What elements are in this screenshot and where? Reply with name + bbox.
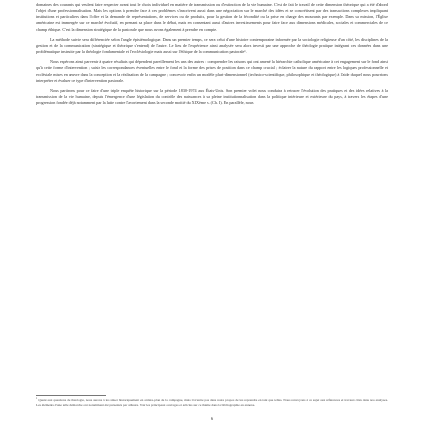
footnote-text: Quant aux questions de théologie, nous aurons à les situer historiquement en arrière-plan de la campagne, mais il n'entre pas dans notre propos de les reprendre en tant que telles. Nous renvoyons à ce sujet aux références et travaux cités dans nos analyses. Les éléments d'une telle démarche ont notamment été présentés par ailleurs. Voir les principaux ouvrages et articles sur ce thème dans la bibliographie en annexe. [36, 398, 388, 407]
footnote-separator [36, 395, 106, 396]
body-paragraph: Nous partirons pour ce faire d'une triple enquête historique sur la période 1830-1974 aux États-Unis. Son premier volet nous conduira à retracer l'évolution des pratiques et des idées relatives à la transmission de la vie humaine, depuis l'émergence d'une législation du contrôle des naissances à sa pleine institutionnalisation dans la politique intérieure et extérieure du pays, à travers les étapes d'une progression fondée déjà notamment par la lutte contre l'avortement dans la seconde moitié du XIXème s. (Ch. I). En parallèle, nous [36, 87, 388, 106]
document-page [36, 2, 388, 423]
body-paragraph: domaines des courants qui veulent faire respecter avant tout le choix individuel en matière de transmission ou d'extinction de la vie humaine. C'est de fait le travail de cette dimension théorique qui a été d'abord l'objet d'une professionnalisation. Mais les options à prendre face à ces problèmes s'inscrivent aussi dans une négociation sur le marché des idées et se concrétisent par des transactions complexes impliquant institutions et particuliers dans l'offre et la demande de représentations, de services ou de produits, pour la gestion de la fécondité ou la prise en charge des mourants par exemple. Dans sa mission, l'Église américaine est immergée sur ce marché évolutif, en prenant sa place dans le débat, mais en consentant aussi d'autres investissements pour faire face aux dimensions médicales, sociales et commerciales de ce champ éthique. C'est la dimension stratégique de la pastorale que nous avons également à prendre en compte. [36, 2, 388, 32]
footnote-number: 1 [36, 396, 38, 400]
body-paragraph: La méthode suivie sera différenciée selon l'angle épistémologique. Dans un premier temps, ce sera celui d'une histoire contemporaine informée par la sociologie religieuse d'un côté, les disciplines de la gestion et de la communication (stratégique et théorique s'entend) de l'autre. Le lieu de l'expérience ainsi analysée sera alors investi par une approche de théologie pratique intégrant ces données dans une problématique instruite par la théologie fondamentale et l'ecclésiologie mais aussi sur l'éthique de la communication pastorale¹. [36, 36, 388, 55]
footnotes [36, 398, 388, 407]
footnote [36, 398, 388, 407]
body-paragraph: Nous espérons ainsi parvenir à quatre résultats qui dépendent pareillement les uns des autres : comprendre les raisons qui ont amené la hiérarchie catholique américaine à cet engagement sur le fond ainsi qu'à cette forme d'intervention ; saisir les correspondances éventuelles entre le fond et la forme des prises de position dans ce champ crucial ; éclairer la nature du rapport entre les logiques professionnelle et ecclésiale mises en œuvre dans la conception et la réalisation de la campagne ; concevoir enfin un modèle pluri-dimensionnel (technico-scientifique, philosophique et théologique) à l'aide duquel nous pourrions interpréter et évaluer ce type d'intervention pastorale. [36, 59, 388, 83]
page-number: 6 [210, 416, 214, 421]
